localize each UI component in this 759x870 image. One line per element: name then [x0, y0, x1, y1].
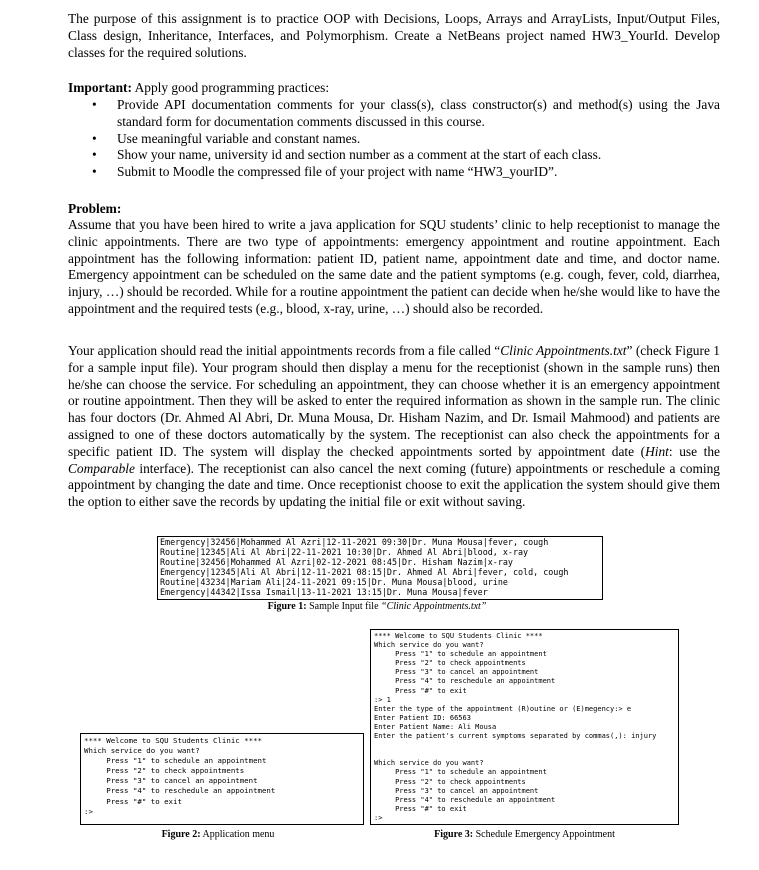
- caption-label: Figure 3:: [434, 829, 474, 840]
- console-line: Press "3" to cancel an appointment: [374, 786, 539, 795]
- bullet-icon: •: [92, 97, 97, 112]
- console-line: Press "1" to schedule an appointment: [84, 756, 267, 766]
- figure3-caption: [370, 829, 679, 841]
- text-segment: Your application should read the initial appointments records from a file called “: [68, 343, 501, 358]
- bullet-icon: •: [92, 164, 97, 180]
- console-line: Press "#" to exit: [374, 804, 467, 813]
- console-line: Which service do you want?: [374, 759, 484, 768]
- application-menu: [84, 736, 360, 817]
- text-segment: : use the: [668, 443, 720, 459]
- console-line: Routine|43234|Mariam Ali|24-11-2021 09:15|Dr. Muna Mousa|blood, urine: [160, 577, 508, 588]
- console-line: Press "4" to reschedule an appointment: [374, 677, 556, 686]
- bullet-text: Provide API documentation comments for your class(s), class constructor(s) and method(s) using the Java standard form for documentation comments discussed in this course.: [117, 97, 720, 129]
- console-line: Press "1" to schedule an appointment: [374, 650, 547, 659]
- console-line: Routine|32456|Mohammed Al Azri|02-12-2021 08:45|Dr. Hisham Nazim|x-ray: [160, 557, 513, 568]
- caption-text: Sample Input file: [306, 601, 382, 612]
- console-line: Press "4" to reschedule an appointment: [84, 786, 276, 796]
- important-lead: Apply good programming practices:: [131, 80, 330, 95]
- comparable-term: Comparable: [68, 460, 135, 476]
- caption-label: Figure 1:: [267, 601, 307, 612]
- text-segment: ” (check Figure 1 for a sample input file). Your program should then display a menu for the receptionist (shown in the sample runs) then he/she can choose the service. For scheduling an appointment, they can choose whether it is an emergency appointment or routine appointment. Then they will be asked to enter the required information as shown in the sample run. The clinic has four doctors (Dr. Ahmed Al Abri, Dr. Muna Mousa, Dr. Hisham Nazim, and Dr. Ismail Mahmood) and patients are assigned to one of these doctors automatically by the system. The receptionist can also check the appointments for a specific patient ID. The system will display the checked appointments sorted by appointment date (: [68, 343, 721, 459]
- figure1-caption: [157, 601, 597, 613]
- console-line: :> 1: [374, 695, 391, 704]
- caption-text: Application menu: [200, 829, 275, 840]
- caption-label: Figure 2:: [161, 829, 201, 840]
- list-item: [68, 131, 720, 148]
- console-line: Enter the patient's current symptoms separated by commas(,): injury: [374, 732, 657, 741]
- problem-paragraph-1: Assume that you have been hired to write a java application for SQU students’ clinic to help receptionist to manage the clinic appointments. There are two type of appointments: emergency appointment and routine appointment. Each appointment has the following information: patient ID, patient name, appointment date and time, and doctor name. Emergency appointment can be scheduled on the same date and the patient symptoms (e.g. cough, fever, cold, diarrhea, injury, …) should be recorded. While for a routine appointment the patient can decide when he/she would like to have the appointment and the required tests (e.g., blood, x-ray, urine, …) should also be recorded.: [68, 217, 720, 316]
- console-line: Press "2" to check appointments: [84, 766, 245, 776]
- figure1-box: [157, 536, 603, 600]
- console-line: Press "3" to cancel an appointment: [84, 776, 258, 786]
- problem-heading: Problem:: [68, 201, 122, 216]
- console-line: Emergency|44342|Issa Ismail|13-11-2021 13:15|Dr. Muna Mousa|fever: [160, 587, 488, 598]
- bullet-text: Show your name, university id and section number as a comment at the start of each class.: [117, 147, 602, 163]
- list-item: [68, 164, 720, 181]
- figure2-box: [80, 733, 364, 825]
- list-item: [68, 97, 720, 131]
- bullet-icon: •: [92, 130, 97, 146]
- console-line: Which service do you want?: [374, 641, 484, 650]
- bullet-icon: •: [92, 147, 97, 163]
- console-line: Enter Patient Name: Ali Mousa: [374, 722, 497, 731]
- text-segment: interface). The receptionist can also cancel the next coming (future) appointments or reschedule a coming appointment by changing the date and time. Once receptionist choose to exit the application the system should give them the option to either save the records by updating the initial file or exit without saving.: [68, 460, 720, 510]
- bullet-text: Submit to Moodle the compressed file of your project with name “HW3_yourID”.: [117, 164, 558, 180]
- problem-paragraph-2: [68, 343, 720, 511]
- practices-list: [68, 97, 720, 181]
- console-line: Press "1" to schedule an appointment: [374, 768, 547, 777]
- bullet-text: Use meaningful variable and constant names.: [117, 130, 361, 146]
- console-line: :>: [84, 806, 93, 816]
- schedule-emergency-run: [374, 632, 675, 823]
- console-line: Press "#" to exit: [84, 796, 182, 806]
- console-line: Press "4" to reschedule an appointment: [374, 795, 556, 804]
- console-line: Press "3" to cancel an appointment: [374, 668, 539, 677]
- console-line: Enter the type of the appointment (R)outine or (E)megency:> e: [374, 704, 632, 713]
- hint-label: Hint: [645, 443, 669, 459]
- sample-input-file: [160, 537, 600, 598]
- console-line: **** Welcome to SQU Students Clinic ****: [374, 632, 543, 640]
- console-line: Press "#" to exit: [374, 686, 467, 695]
- console-line: **** Welcome to SQU Students Clinic ****: [84, 736, 262, 745]
- console-line: :>: [374, 813, 383, 822]
- console-line: Emergency|32456|Mohammed Al Azri|12-11-2021 09:30|Dr. Muna Mousa|fever, cough: [160, 537, 549, 547]
- console-line: Press "2" to check appointments: [374, 777, 526, 786]
- figure3-box: [370, 629, 679, 825]
- intro-paragraph: The purpose of this assignment is to practice OOP with Decisions, Loops, Arrays and ArrayLists, Input/Output Files, Class design, Inheritance, Interfaces, and Polymorphism. Create a NetBeans project named HW3_YourId. Develop classes for the required solutions.: [68, 11, 720, 60]
- console-line: Which service do you want?: [84, 746, 200, 756]
- console-line: Enter Patient ID: 66563: [374, 713, 471, 722]
- file-name: Clinic Appointments.txt: [500, 343, 627, 358]
- important-line: [68, 80, 720, 97]
- figure2-caption: [80, 829, 356, 841]
- list-item: [68, 147, 720, 164]
- console-line: Press "2" to check appointments: [374, 659, 526, 668]
- console-line: Routine|12345|Ali Al Abri|22-11-2021 10:30|Dr. Ahmed Al Abri|blood, x-ray: [160, 547, 529, 558]
- caption-file: “Clinic Appointments.txt”: [381, 601, 487, 612]
- important-label: Important:: [68, 80, 132, 95]
- console-line: Emergency|12345|Ali Al Abri|12-11-2021 08:15|Dr. Ahmed Al Abri|fever, cold, cough: [160, 567, 569, 578]
- caption-text: Schedule Emergency Appointment: [473, 829, 615, 840]
